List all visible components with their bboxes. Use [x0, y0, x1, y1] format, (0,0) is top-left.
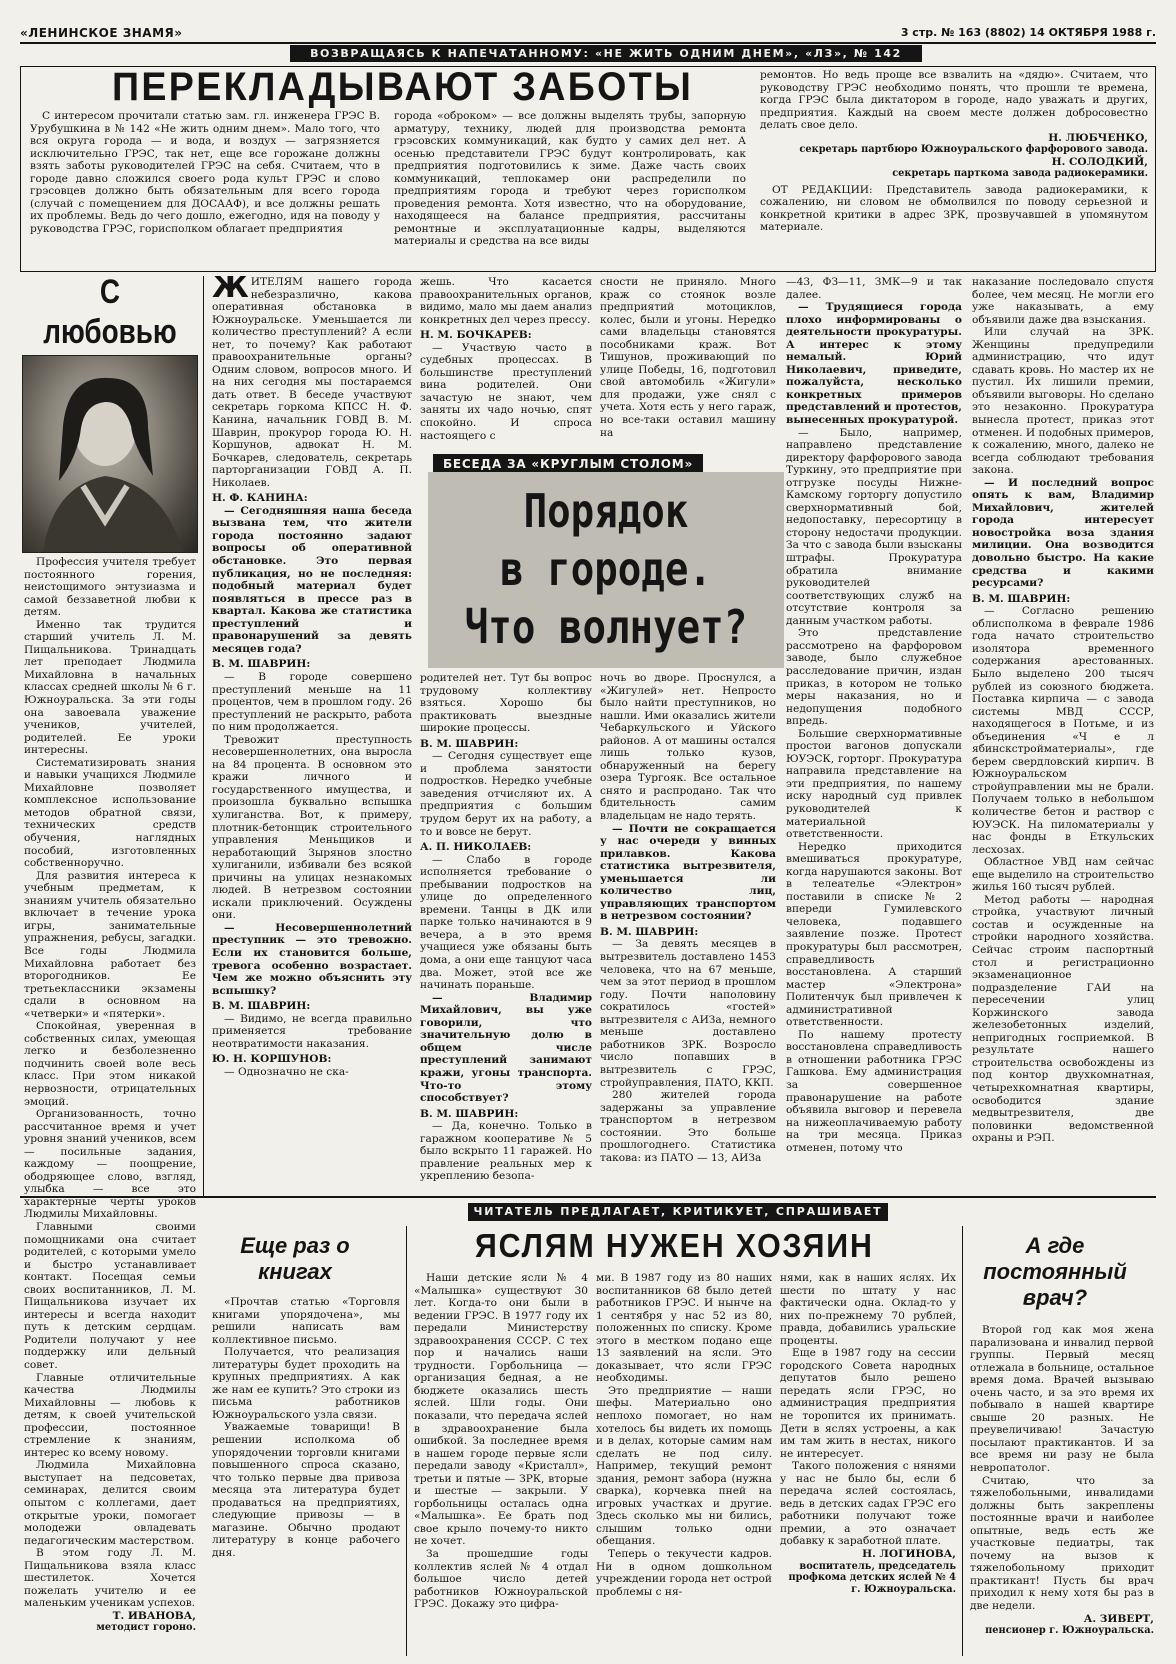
roundtable-col3b: [600, 672, 776, 1188]
doctor-sig: А. ЗИВЕРТ,: [1083, 1612, 1154, 1625]
love-sig: Т. ИВАНОВА,: [112, 1609, 196, 1622]
doctor-sub: пенсионер г. Южноуральска.: [985, 1625, 1154, 1637]
yasli-col3: [780, 1272, 956, 1656]
love-p3: Для развития интереса к учебным предметам, к знаниям учитель обязательно включает в течение урока игры, занимательные упражнения, ребусы, загадки. Все годы Людмила Михайловна работает без второгодников. Ее третьеклассники экзамены сдали в основном на «четверки» и «пятерки».: [24, 869, 196, 1020]
discussion-paragraph: — За девять месяцев в вытрезвитель доставлено 1453 человека, что на 67 меньше, чем за этот период в прошлом году. Почти наполовину сократилось «гостей» вытрезвителя с АИЗа, немного меньше доставлено работников ЗРК. Возросло число попавших в вытрезвитель с ГРЭС, стройуправления, ПАТО, ККП.: [600, 938, 776, 1089]
roundtable-col4: [786, 276, 962, 1188]
books-p1: Получается, что реализация литературы будет проходить на крупных предприятиях. А как же нам ее купить? Это строки из письма работников Южноуральского узла связи.: [212, 1346, 400, 1421]
roundtable-col1: [212, 276, 412, 1188]
discussion-paragraph: Большие сверхнормативные простои вагонов допускали ЮУЭСК, горторг. Прокуратура направила представление на эти предприятия, по нашему иску народный суд привлек руководителей к материальной ответственности.: [786, 727, 962, 841]
top-article-col1-text: С интересом прочитали статью зам. гл. инженера ГРЭС В. Урубушкина в № 142 «Не жить одним днем». Мало того, что вся округа города — и вода, и воздух — загрязняется исключительно ГРЭС, так нет, еще все горожане должны взять заботы руководителей ГРЭС на себя. Считаем, что в городе давно сложился своего рода культ ГРЭС и слово грэсовцев должно быть обязательным для всего города (случай с помещением для ДОСААФ), и все должны решать их проблемы. Ведь до чего дошло, ежегодно, идя на поводу у руководства ГРЭС, горисполком облагает предприятия: [30, 110, 380, 235]
discussion-paragraph: родителей нет. Тут бы вопрос трудовому коллективу взяться. Хорошо бы практиковать выездные широкие процессы.: [420, 672, 592, 735]
top-article-col1: [30, 110, 380, 268]
top-article-sub1: секретарь партбюро Южноуральского фарфорового завода.: [799, 144, 1148, 156]
discussion-paragraph: — Почти не сокращается у нас очереди у винных прилавков. Какова статистика вытрезвителя, уменьшается ли количество лиц, управляющих транспортом в нетрезвом состоянии?: [600, 822, 776, 923]
top-article-col3-text: ремонтов. Но ведь проще все взвалить на «дядю». Считаем, что руководству ГРЭС необходимо понять, что прошли те времена, когда ГРЭС была диктатором в городе, надо уважать и других, предприятия. Каждый на своем месте должен добросовестно делать свое дело.: [760, 69, 1148, 132]
column-rule: [203, 276, 204, 1196]
roundtable-col2b: [420, 672, 592, 1188]
love-p7: Главные отличительные качества Людмилы Михайловны — любовь к детям, к своей учительской профессии, постоянное стремление к знаниям, интерес ко всему новому.: [24, 1371, 196, 1459]
roundtable-title-line3: Что волнует?: [464, 600, 748, 654]
discussion-paragraph: ЖИТЕЛЯМ нашего города небезразлично, какова оперативная обстановка в Южноуральске. Уменьшается ли количество преступлений? А если нет, то почему? Как работают правоохранительные органы? Одним словом, вопросов много. И на них сегодня мы постараемся дать ответ. В беседе участвуют секретарь горкома КПСС Н. Ф. Канина, начальник ГОВД В. М. Шаврин, прокурор города Ю. Н. Коршунов, адвокат Н. М. Бочкарев, следователь, секретарь парторганизации ГОВД А. П. Николаев.: [212, 276, 412, 489]
reader-section-bar: ЧИТАТЕЛЬ ПРЕДЛАГАЕТ, КРИТИКУЕТ, СПРАШИВАЕТ: [468, 1203, 888, 1221]
yasli-c3-p1: Еще в 1987 году на сессии городского Совета народных депутатов было решено передать ясли ГРЭС, но администрация предприятия не торопится их принимать. Дети в яслях устроены, а как им там жить в нестах, никого не интересует.: [780, 1347, 956, 1460]
discussion-paragraph: — Владимир Михайлович, вы уже говорили, что значительную долю в общем числе преступлений занимают кражи, угоны транспорта. Что-то этому способствует?: [420, 991, 592, 1105]
love-p0: Профессия учителя требует постоянного горения, неистощимого энтузиазма и самой беззаветной любви к детям.: [24, 556, 196, 619]
yasli-c1-p1: За прошедшие годы коллектив яслей № 4 отдал большое число детей работников Южноуральской ГРЭС. Докажу это цифра-: [414, 1548, 588, 1611]
yasli-c3-p0: нями, как в наших яслях. Их шести по штату у нас фактически одна. Оклад-то у них по-прежнему 70 рублей, правда, добавились уральские проценты.: [780, 1272, 956, 1347]
top-article-editorial: ОТ РЕДАКЦИИ: Представитель завода радиокерамики, к сожалению, ни словом не обмолвился по поводу серьезной и конкретной критики в адрес ЗРК, прозвучавшей в упомянутом материале.: [760, 183, 1148, 234]
discussion-paragraph: Областное УВД нам сейчас еще выделило на строительство жилья 160 тысяч рублей.: [972, 856, 1154, 894]
top-article-col2-text: города «оброком» — все должны выделять трубы, запорную арматуру, технику, людей для производства ремонта грэсовских коммуникаций, как будто у самих дел нет. А осенью представители ГРЭС будут контролировать, как предприятия подготовились к зиме. Даже часть своих коммуникаций, теплокамер они распределили по предприятиям города и требуют через горисполком проведения ремонта. Хотя известно, что на оборудование, находящееся на балансе предприятия, рассчитаны ремонтные и эксплуатационные кадры, выделяются материалы и средства на все виды: [394, 110, 746, 248]
love-p2: Систематизировать знания и навыки учащихся Людмиле Михайловне позволяет комплексное использование методов обратной связи, технических средств обучения, наглядных пособий, изготовленных собственноручно.: [24, 756, 196, 870]
discussion-paragraph: наказание последовало спустя более, чем месяц. Не могли его уже наказывать, а ему объявили даже два взыскания.: [972, 276, 1154, 326]
books-title: Еще раз о книгах: [240, 1233, 350, 1284]
doctor-p1: Считаю, что за тяжелобольными, инвалидами должны быть закреплены постоянные врачи и наиболее опытные, ведь есть же участковые педиатры, так почему на вызов к тяжелобольному приходит практикант! Пусть бы врач приходил к нему хотя бы раз в две недели.: [970, 1474, 1154, 1613]
roundtable-title-line1: Порядок: [523, 484, 689, 538]
discussion-paragraph: По нашему протесту восстановлена справедливость в отношении работника ГРЭС Гашкова. Ему администрация за совершенное правонарушение на работе объявила выговор и перевела на нижеоплачиваемую работу на три месяца. Приказ отменен, потому что: [786, 1028, 962, 1154]
speaker-name: В. М. ШАВРИН:: [420, 1107, 519, 1120]
yasli-title: ЯСЛЯМ НУЖЕН ХОЗЯИН: [475, 1227, 874, 1264]
roundtable-title-line2: в городе.: [500, 542, 712, 596]
roundtable-col5: [972, 276, 1154, 1188]
speaker-name: А. П. НИКОЛАЕВ:: [420, 841, 532, 854]
doctor-body: [970, 1324, 1154, 1656]
discussion-paragraph: — Однозначно не ска-: [224, 1065, 349, 1078]
speaker-name: В. М. ШАВРИН:: [600, 925, 699, 938]
speaker-name: В. М. ШАВРИН:: [212, 1000, 311, 1013]
roundtable-col2a: [420, 276, 592, 448]
discussion-paragraph: Метод работы — народная стройка, участвуют личный состав и осужденные на стройки народного хозяйства. Сейчас строим паспортный стол и регистрационно экзаменационное подразделение ГАИ на пересечении улиц Коржинского завода железобетонных изделий, непригодных госприемкой. В результате нашего строительства освобождены из под контор двухкомнатная, четырехкомнатная квартиры, освободится здание медвытрезвителя, две половинки ведомственной охраны и РЭП.: [972, 893, 1154, 1145]
top-article-title: ПЕРЕКЛАДЫВАЮТ ЗАБОТЫ: [112, 65, 694, 109]
discussion-paragraph: —43, ФЗ—11, ЗМК—9 и так далее.: [786, 276, 962, 301]
yasli-c2-p2: Теперь о текучести кадров. Ни в одном дошкольном учреждении города нет острой проблемы с ня-: [596, 1548, 772, 1598]
love-sub: методист гороно.: [96, 1622, 196, 1634]
masthead-rule: [20, 42, 1156, 44]
discussion-paragraph: — Было, например, направлено представление директору фарфорового завода Туркину, это предприятие при отгрузке посуды Нижне-Камскому горторгу допустило сверхнормативный бой, недопоставку, пересортицу в сторону недостачи продукции. За что с завода были взысканы штрафы. Прокуратура обратила внимание руководителей соответствующих служб на отсутствие контроля за данным участком работы.: [786, 426, 962, 627]
top-article-col3: [760, 69, 1148, 268]
yasli-col2: [596, 1272, 772, 1656]
masthead-title: «ЛЕНИНСКОЕ ЗНАМЯ»: [20, 26, 183, 40]
column-rule: [406, 1226, 407, 1656]
doctor-p0: Второй год как моя жена парализована и инвалид первой группы. Первый месяц отлежала в больнице, остальное время дома. Врачей вызываю очень часто, и за это время их побывало в нашей квартире свыше 20 разных. Не преувеличиваю! Зачастую посылают практикантов. И за все время ни разу не была невропатолог.: [970, 1324, 1154, 1475]
top-article-sub2: секретарь парткома завода радиокерамики.: [892, 168, 1148, 180]
discussion-paragraph: — Сегодня существует еще и проблема занятости подростков. Нередко учебные заведения отчисляют их. А предприятия с большим трудом берут их на работу, а то и вовсе не берут.: [420, 750, 592, 838]
discussion-paragraph: — И последний вопрос опять к вам, Владимир Михайлович, жителей города интересует новостройка воза здания милиции. Она возводится довольно быстро. На какие средства и какими ресурсами?: [972, 476, 1154, 590]
discussion-paragraph: Это представление рассмотрено на фарфоровом заводе, было служебное расследование причин, издан приказ, в котором не только меры наказания, но и недопущения подобного впредь.: [786, 627, 962, 728]
portrait-image: [23, 356, 197, 552]
discussion-paragraph: — Трудящиеся города плохо информированы о деятельности прокуратуры. А интерес к этому немалый. Юрий Николаевич, приведите, пожалуйста, несколько конкретных примеров представлений и протестов, вынесенных прокуратурой.: [786, 301, 962, 427]
discussion-paragraph: — Слабо в городе исполняется требование о пребывании подростков на улице до определенного времени. Танцы в ДК или парке только начинаются в 9 вечера, а в это время учащиеся уже обязаны быть дома, а они еще танцуют часа два. Может, этой все же начинать пораньше.: [420, 853, 592, 992]
books-p0: «Прочтав статью «Торговля книгами упорядочена», мы решили написать вам коллективное письмо.: [212, 1296, 400, 1346]
discussion-paragraph: — Согласно решению облисполкома в феврале 1986 года начато строительство изолятора временного содержания арестованных. Было выделено 200 тысяч рублей из союзного бюджета. Поставка кирпича — с завода системы МВД СССР, находящегося в Потьме, и из объединения «Ч е л ябинскстройматериалы», где берем свердловский кирпич. В Южноуральском стройуправлении мы не брали. Получаем только в небольшом количестве бетон и раствор с ЮУЭСК. На пиломатериалы у нас фонды в Еткульских лесхозах.: [972, 605, 1154, 856]
discussion-paragraph: — Участвую часто в судебных процессах. В большинстве преступлений вина родителей. Они зачастую не знают, чем заняты их чадо ночью, спят спокойно. И спроса настоящего с: [420, 341, 592, 442]
top-article-sig2: Н. СОЛОДКИЙ,: [1051, 155, 1148, 168]
roundtable-title-box: [428, 472, 784, 668]
love-p1: Именно так трудится старший учитель Л. М. Пищальникова. Тринадцать лет преподает Людмила Михайловна в начальных классах средней школы № 6 г. Южноуральска. За эти годы она завоевала уважение учеников, учителей, родителей. Ее уроки интересны.: [24, 618, 196, 757]
roundtable-col3a: [600, 276, 776, 448]
discussion-paragraph: ночь во дворе. Проснулся, а «Жигулей» нет. Непросто было найти преступников, но нашли. Ими оказались жители Чебаркульского и Уйского районов. А от машины остался лишь только кузов, обнаруженный на берегу озера Тургояк. Все остальное снято и распродано. Так что бдительность самим владельцам не надо терять.: [600, 672, 776, 823]
discussion-paragraph: — Да, конечно. Только в гаражном кооперативе № 5 было вскрыто 11 гаражей. Но правление реальных мер к укреплению безопа-: [420, 1120, 592, 1183]
love-p5: Организованность, точно рассчитанное время и учет уровня знаний учеников, всем — посильные задания, каждому — поощрение, ободряющее слово, взгляд, улыбка — все это характерные черты уроков Людмилы Михайловны.: [24, 1108, 196, 1221]
doctor-title: А где постоянный врач?: [983, 1233, 1127, 1310]
books-p2: Уважаемые товарищи! В решении исполкома об упорядочении торговли книгами повышенного спроса сказано, что только первые два привоза месяца эта литература будет продаваться на предприятиях, следующие привозы — в магазине. Обычно продают литературу в конце рабочего дня.: [212, 1421, 400, 1559]
love-p9: В этом году Л. М. Пищальникова взяла класс шестилеток. Хочется пожелать учителю и ее маленьким ученикам успехов.: [24, 1547, 196, 1610]
yasli-c2-p1: Это предприятие — наши шефы. Материально оно неплохо помогает, но нам хотелось бы видеть их помощь и в делах, которые самим нам сделать не под силу. Например, текущий ремонт здания, ремонт забора (нужна сварка), корчевка пней на игровых участках и другие. Здесь сколько мы ни бились, слышим только одни обещания.: [596, 1384, 772, 1548]
speaker-name: Н. Ф. КАНИНА:: [212, 492, 308, 505]
yasli-col1: [414, 1272, 588, 1656]
teacher-photo: [22, 355, 198, 553]
love-p8: Людмила Михайловна выступает на педсоветах, семинарах, делится своим опытом с коллегами, дает открытые уроки, помогает молодежи овладевать педагогическим мастерством.: [24, 1459, 196, 1547]
speaker-name: В. М. ШАВРИН:: [972, 592, 1071, 605]
yasli-c3-p2: Такого положения с нянями у нас не было бы, если б передача яслей состоялась, ведь в детских садах ГРЭС его работники получают тоже премии, а это означает добавку к заработной плате.: [780, 1460, 956, 1548]
speaker-name: Ю. Н. КОРШУНОВ:: [212, 1053, 332, 1066]
discussion-paragraph: — Сегодняшняя наша беседа вызвана тем, что жители города постоянно задают вопросы об оперативной обстановке. Это первая публикация, но не последняя: подобный материал будет появляться в прессе раз в квартал. Какова же статистика преступлений и правонарушений за девять месяцев года?: [212, 504, 412, 655]
love-p6: Главными своими помощниками она считает родителей, с которыми умело и быстро устанавливает контакт. Посещая семьи своих воспитанников, Л. М. Пищальникова изучает их интересы и всегда находит путь к детским сердцам. Родители получают у нее поддержку или дельный совет.: [24, 1220, 196, 1371]
discussion-paragraph: Тревожит преступность несовершеннолетних, она выросла на 84 процента. В основном это кражи личного и государственного имущества, и произошла буквально вспышка хулиганства. Вот, к примеру, плотник-бетонщик строительного управления Меньщиков и неработающий Зырянов злостно хулиганили, избивали без всякой причины на улицах незнакомых людей. В нетрезвом состоянии искали приключений. Осуждены они.: [212, 733, 412, 922]
discussion-paragraph: — Несовершеннолетний преступник — это тревожно. Если их становится больше, тревога особенно возрастает. Чем же можно объяснить эту вспышку?: [212, 921, 412, 997]
roundtable-kicker: БЕСЕДА ЗА «КРУГЛЫМ СТОЛОМ»: [433, 454, 703, 474]
yasli-c1-p0: Наши детские ясли № 4 «Малышка» существуют 30 лет. Когда-то они были в ведении ГРЭС. В 1977 году их передали Министерству здравоохранения СССР. С тех пор и начались наши трудности. Горбольница — организация бедная, а не бюджете оказались шесть яслей. Шли годы. Они показали, что передача яслей в здравоохранение была ошибкой. За последнее время в нашем городе первые ясли передали заводу «Кристалл», третьи и пятые — ЗРК, вторые и шестые — закрыли. У горбольницы осталась одна «Малышка». Ее брать под свое крыло почему-то никто не хочет.: [414, 1272, 588, 1548]
yasli-sub: воспитатель, председатель профкома детских яслей № 4 г. Южноуральска.: [788, 1560, 956, 1595]
love-article-title: С любовью: [43, 273, 177, 351]
discussion-paragraph: сности не приняло. Много краж со стоянок возле предприятий мотоциклов, колес, были и угоны. Нередко сами владельцы становятся пособниками краж. Вот Тишунов, проживающий по улице Победы, 16, подготовил свой автомобиль «Жигули» для продажи, уже снял с учета. Хотя есть у него гараж, но все-таки оставил машину на: [600, 276, 776, 439]
discussion-paragraph: 280 жителей города задержаны за управление транспортом в нетрезвом состоянии. Это больше прошлогоднего. Статистика такова: из ПАТО — 13, АИЗа: [600, 1089, 776, 1164]
books-body: [212, 1296, 400, 1656]
discussion-paragraph: Или случай на ЗРК. Женщины предупредили администрацию, что идут сдавать кровь. Но мастер их не пустил. Их лишили премии, объявили выговоры. Но сделано это незаконно. Прокуратура вынесла протест, приказ этот отменен. И подобных примеров, к сожалению, много, далеко не всегда соблюдают требования закона.: [972, 326, 1154, 477]
discussion-paragraph: — Видимо, не всегда правильно применяется требование неотвратимости наказания.: [212, 1012, 412, 1050]
top-article-sig1: Н. ЛЮБЧЕНКО,: [1048, 131, 1148, 144]
yasli-sig: Н. ЛОГИНОВА,: [862, 1548, 956, 1561]
love-article-body: [24, 556, 196, 1654]
speaker-name: Н. М. БОЧКАРЕВ:: [420, 329, 532, 342]
speaker-name: В. М. ШАВРИН:: [420, 737, 519, 750]
column-rule: [962, 1226, 963, 1656]
discussion-paragraph: жешь. Что касается правоохранительных органов, видимо, мало мы даем анализ конкретных дел через прессу.: [420, 276, 592, 326]
speaker-name: В. М. ШАВРИН:: [212, 658, 311, 671]
drop-cap: Ж: [212, 276, 249, 305]
top-article-kicker: ВОЗВРАЩАЯСЬ К НАПЕЧАТАННОМУ: «НЕ ЖИТЬ ОДНИМ ДНЕМ», «ЛЗ», № 142: [290, 45, 922, 62]
love-p4: Спокойная, уверенная в собственных силах, умеющая легко и безболезненно подчинить своей воле весь класс. При этом никакой нервозности, отрицательных эмоций.: [24, 1020, 196, 1108]
discussion-paragraph: — В городе совершено преступлений меньше на 11 процентов, чем в прошлом году. 26 преступлений не раскрыто, работа по ним продолжается.: [212, 670, 412, 734]
yasli-c2-p0: ми. В 1987 году из 80 наших воспитанников 68 было детей работников ГРЭС. И нынче на 1 сентября у нас 52 из 80, положенных по списку. Кроме этого в местком подано еще 13 заявлений на ясли. Это доказывает, что ясли ГРЭС необходимы.: [596, 1272, 772, 1385]
masthead-issue: 3 стр. № 163 (8802) 14 ОКТЯБРЯ 1988 г.: [900, 26, 1156, 39]
discussion-paragraph: Нередко приходится вмешиваться прокуратуре, когда нарушаются законы. Вот в телеателье «Электрон» поставили в списке № 2 впереди Гумилевского человека, подавшего заявление позже. Протест прокуратуры был рассмотрен, справедливость восстановлена. А старший мастер «Электрона» Политенчук был привлечен к административной ответственности.: [786, 840, 962, 1029]
top-article-col2: [394, 110, 746, 268]
